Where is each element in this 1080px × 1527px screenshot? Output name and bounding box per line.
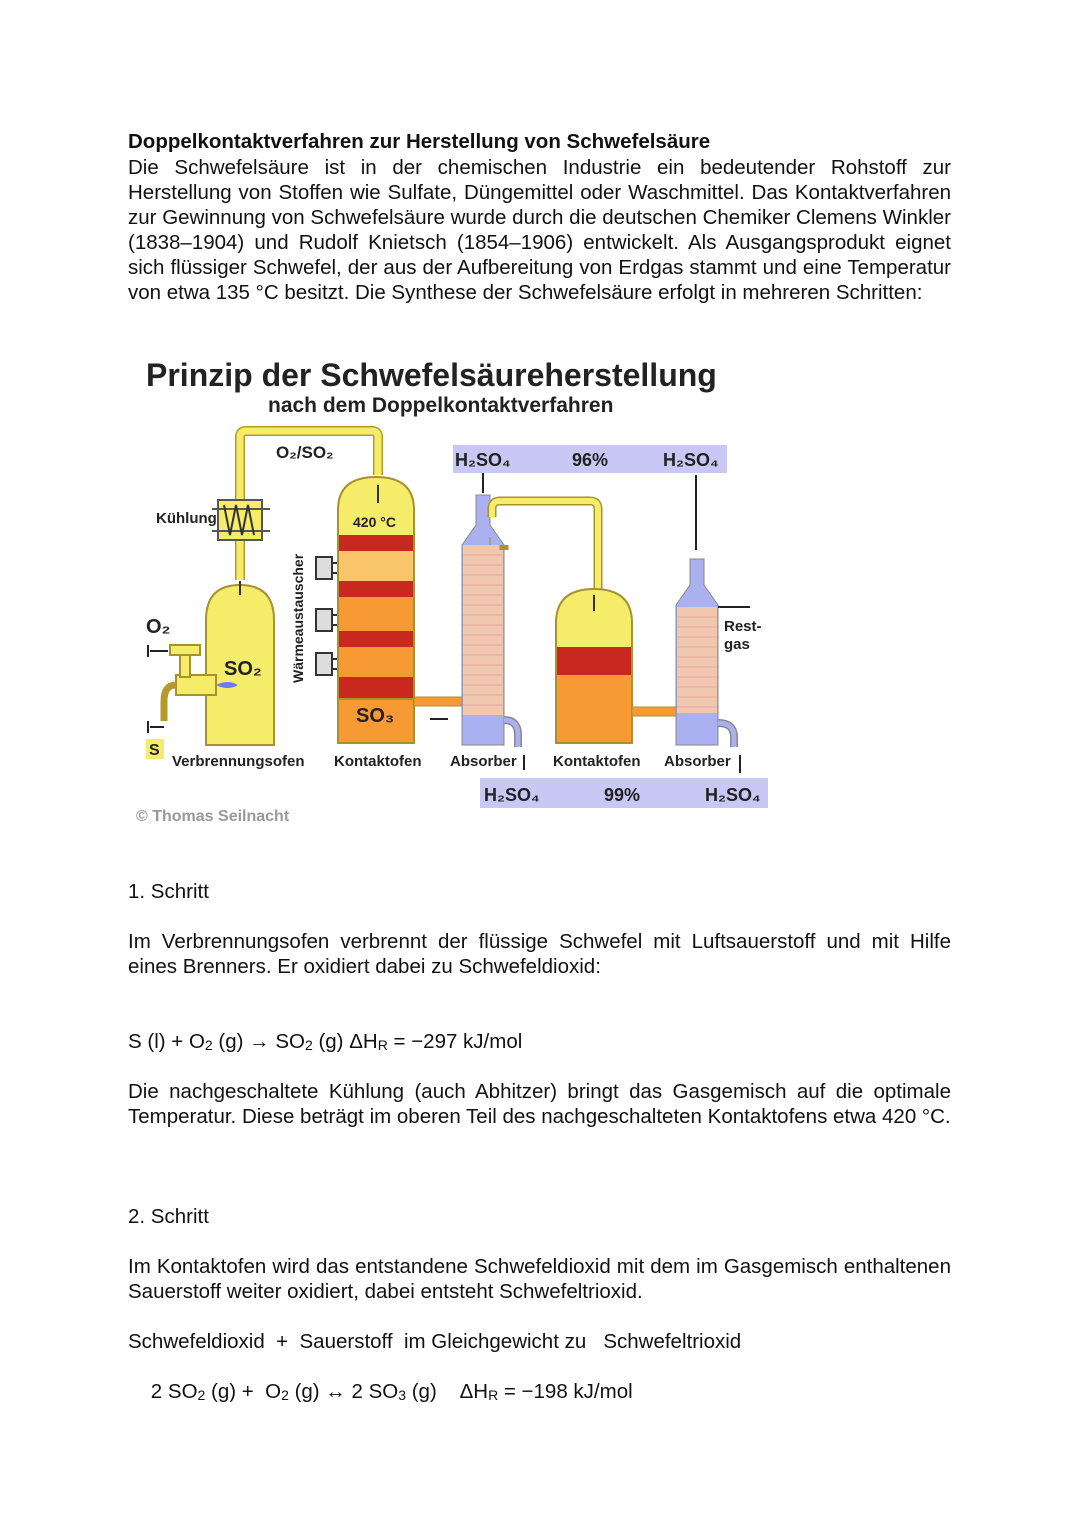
kontaktofen-2: [556, 589, 632, 743]
h2so4-label-top-right: H₂SO₄: [663, 450, 719, 470]
diagram-subtitle: nach dem Doppelkontaktverfahren: [268, 394, 614, 417]
s-input-label: S: [149, 742, 160, 759]
absorber-1: [462, 495, 518, 747]
equation-2-words: Schwefeldioxid + Sauerstoff im Gleichgewicht zu Schwefeltrioxid: [128, 1330, 742, 1353]
absorber-label-2: Absorber: [664, 753, 731, 770]
cooler-coil: [212, 500, 270, 540]
step1-heading: 1. Schritt: [128, 880, 209, 903]
waermetauscher-label: Wärmeaustauscher: [290, 553, 306, 683]
absorber-2: [676, 559, 734, 747]
pct-99-label: 99%: [604, 785, 641, 805]
equation-1: S (l) + O2 (g) → SO2 (g) ΔHR = −297 kJ/mol: [128, 1030, 523, 1053]
equation-2: 2 SO2 (g) + O2 (g) ↔ 2 SO3 (g) ΔHR = −198 kJ/mol: [150, 1380, 633, 1403]
step2-heading: 2. Schritt: [128, 1205, 209, 1228]
o2-so2-label: O₂/SO₂: [276, 443, 334, 462]
verbrennungsofen-label: Verbrennungsofen: [172, 753, 305, 770]
pct-96-label: 96%: [572, 450, 609, 470]
so2-label-furnace: SO₂: [224, 658, 262, 680]
document-title: Doppelkontaktverfahren zur Herstellung von Schwefelsäure: [128, 130, 711, 153]
gas-pipe-to-kontaktofen-2: [492, 501, 598, 595]
copyright-label: © Thomas Seilnacht: [136, 808, 290, 825]
sulfuric-acid-process-diagram: [120, 345, 800, 845]
step1-text: Im Verbrennungsofen verbrennt der flüssige Schwefel mit Luftsauerstoff und mit Hilfe eines Brenners. Er oxidiert dabei zu Schwefeldioxid:: [128, 930, 951, 978]
temp-label: 420 °C: [353, 514, 396, 530]
h2so4-label-top-left: H₂SO₄: [455, 450, 511, 470]
intro-paragraph: Die Schwefelsäure ist in der chemischen Industrie ein bedeutender Rohstoff zur Herstellung von Stoffen wie Sulfate, Düngemittel oder Waschmittel. Das Kontaktverfahren zur Gewinnung von Schwefelsäure wurde durch die deutschen Chemiker Clemens Winkler (1838–1904) und Rudolf Knietsch (1854–1906) entwickelt. Als Ausgangsprodukt eignet sich flüssiger Schwefel, der aus der Aufbereitung von Erdgas stammt und eine Temperatur von etwa 135 °C besitzt. Die Synthese der Schwefelsäure erfolgt in mehreren Schritten:: [128, 156, 951, 304]
step1-after-text: Die nachgeschaltete Kühlung (auch Abhitzer) bringt das Gasgemisch auf die optimale Temperatur. Diese beträgt im oberen Teil des nachgeschalteten Kontaktofens etwa 420 °C.: [128, 1080, 951, 1128]
h2so4-label-bottom-left: H₂SO₄: [484, 785, 540, 805]
o2-input-label: O₂: [146, 616, 171, 638]
kuehlung-label: Kühlung: [156, 510, 217, 527]
kontaktofen-label-2: Kontaktofen: [553, 753, 641, 770]
so3-label: SO₃: [356, 705, 395, 727]
absorber-label-1: Absorber: [450, 753, 517, 770]
h2so4-label-bottom-right: H₂SO₄: [705, 785, 761, 805]
restgas-label-1: Rest-: [724, 618, 762, 635]
step2-text: Im Kontaktofen wird das entstandene Schwefeldioxid mit dem im Gasgemisch enthaltenen Sauerstoff weiter oxidiert, dabei entsteht Schwefeltrioxid.: [128, 1255, 951, 1303]
restgas-label-2: gas: [724, 636, 750, 653]
diagram-title: Prinzip der Schwefelsäureherstellung: [146, 357, 717, 393]
kontaktofen-label-1: Kontaktofen: [334, 753, 422, 770]
